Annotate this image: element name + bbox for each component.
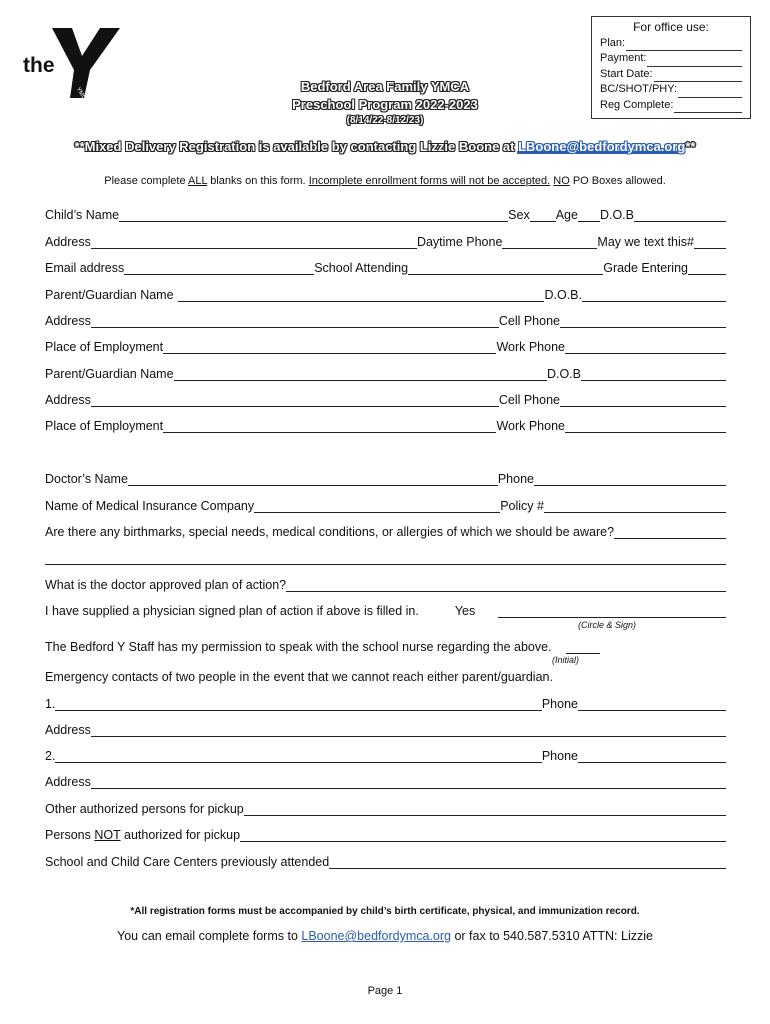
not-authorized-field[interactable] [240, 828, 726, 842]
row-plan-question: What is the doctor approved plan of action? [45, 575, 726, 592]
cell-phone-field-1[interactable] [560, 314, 726, 328]
aware-field-2[interactable] [45, 551, 726, 565]
mixed-email-link[interactable]: LBoone@bedfordymca.org [518, 139, 686, 154]
program-title: Preschool Program 2022-2023 [292, 97, 478, 112]
row-contact-1: 1. Phone [45, 694, 726, 711]
doctor-phone-field[interactable] [534, 472, 726, 486]
row-child-name: Child’s Name Sex Age D.O.B [45, 205, 726, 222]
parent-name-field-2[interactable] [174, 367, 547, 381]
program-dates: (8/14/22-8/12/23) [346, 115, 424, 126]
other-authorized-field[interactable] [244, 802, 726, 816]
office-use-box [591, 16, 751, 119]
row-parent-2: Parent/Guardian Name D.O.B [45, 364, 726, 381]
page-number: Page 1 [367, 985, 403, 997]
child-dob-field[interactable] [634, 208, 726, 222]
yes-option[interactable]: Yes [454, 604, 476, 618]
office-reg-line[interactable] [674, 101, 742, 113]
email-field[interactable] [124, 261, 314, 275]
row-email: Email address School Attending Grade Entering [45, 258, 726, 275]
contact-2-address-field[interactable] [91, 775, 726, 789]
row-parent-address-2: Address Cell Phone [45, 390, 726, 407]
employment-field-1[interactable] [163, 340, 496, 354]
doctor-name-field[interactable] [128, 472, 498, 486]
org-title: Bedford Area Family YMCA [300, 79, 470, 94]
row-supplied: I have supplied a physician signed plan of action if above is filled in. Yes [45, 601, 726, 618]
contact-1-address-field[interactable] [91, 723, 726, 737]
cell-phone-field-2[interactable] [560, 393, 726, 407]
parent-name-field-1[interactable] [178, 288, 545, 302]
school-attending-field[interactable] [408, 261, 603, 275]
row-aware-question: Are there any birthmarks, special needs, medical conditions, or allergies of which we should be aware? [45, 522, 726, 539]
row-aware-continued [45, 548, 726, 565]
row-parent-address-1: Address Cell Phone [45, 311, 726, 328]
work-phone-field-2[interactable] [565, 419, 726, 433]
row-parent-1: Parent/Guardian Name D.O.B. [45, 285, 726, 302]
contact-2-phone-field[interactable] [578, 749, 726, 763]
insurance-field[interactable] [254, 499, 500, 513]
row-nurse: The Bedford Y Staff has my permission to speak with the school nurse regarding the above. [45, 637, 726, 654]
initial-note: (Initial) [552, 655, 580, 665]
work-phone-field-1[interactable] [565, 340, 726, 354]
row-doctor: Doctor’s Name Phone [45, 469, 726, 486]
may-text-field[interactable] [694, 235, 726, 249]
row-contact-1-address: Address [45, 720, 726, 737]
office-payment-line[interactable] [647, 55, 742, 67]
row-address-1: Address Daytime Phone May we text this# [45, 232, 726, 249]
row-contact-2: 2. Phone [45, 746, 726, 763]
footer-requirements: *All registration forms must be accompanied by child’s birth certificate, physical, and immunization record. [130, 906, 640, 917]
office-bc-line[interactable] [678, 86, 742, 98]
signature-line[interactable] [498, 604, 726, 618]
parent-address-field-2[interactable] [91, 393, 499, 407]
parent-dob-field-1[interactable] [582, 288, 726, 302]
child-name-field[interactable] [119, 208, 508, 222]
sex-field[interactable] [530, 208, 556, 222]
office-use-title: For office use: [633, 20, 709, 34]
mixed-delivery-notice: **Mixed Delivery Registration is available by contacting Lizzie Boone at LBoone@bedfordymca.org** [74, 139, 696, 154]
circle-sign-note: (Circle & Sign) [578, 620, 637, 630]
aware-field[interactable] [614, 525, 726, 539]
address-field-1[interactable] [91, 235, 417, 249]
office-row-plan: Plan: [600, 36, 742, 52]
daytime-phone-field[interactable] [502, 235, 597, 249]
parent-address-field-1[interactable] [91, 314, 499, 328]
age-field[interactable] [578, 208, 600, 222]
plan-field[interactable] [286, 578, 726, 592]
grade-field[interactable] [688, 261, 726, 275]
office-start-date-line[interactable] [654, 70, 742, 82]
row-not-authorized: Persons NOT authorized for pickup [45, 825, 726, 842]
logo-text: the [23, 54, 55, 77]
row-employment-2: Place of Employment Work Phone [45, 416, 726, 433]
contact-1-name-field[interactable] [55, 697, 541, 711]
row-contact-2-address: Address [45, 772, 726, 789]
previous-centers-field[interactable] [329, 855, 726, 869]
parent-dob-field-2[interactable] [581, 367, 726, 381]
row-insurance: Name of Medical Insurance Company Policy # [45, 496, 726, 513]
row-other-authorized: Other authorized persons for pickup [45, 799, 726, 816]
footer-email-link[interactable]: LBoone@bedfordymca.org [301, 929, 451, 943]
instructions: Please complete ALL blanks on this form. Incomplete enrollment forms will not be accepted. NO PO Boxes allowed. [104, 175, 666, 187]
office-row-payment: Payment: [600, 51, 742, 67]
initial-field[interactable] [566, 640, 600, 654]
office-row-bc-shot-phy: BC/SHOT/PHY: [600, 82, 742, 98]
policy-field[interactable] [544, 499, 726, 513]
office-row-reg-complete: Reg Complete: [600, 98, 742, 114]
logo-y-shape [52, 28, 120, 98]
office-plan-line[interactable] [626, 39, 742, 51]
contact-1-phone-field[interactable] [578, 697, 726, 711]
contact-2-name-field[interactable] [55, 749, 541, 763]
footer-contact: You can email complete forms to LBoone@bedfordymca.org or fax to 540.587.5310 ATTN: Lizzie [117, 929, 653, 943]
row-employment-1: Place of Employment Work Phone [45, 337, 726, 354]
row-emergency: Emergency contacts of two people in the event that we cannot reach either parent/guardian. [45, 670, 553, 684]
office-row-start-date: Start Date: [600, 67, 742, 83]
ymca-logo [20, 18, 130, 108]
employment-field-2[interactable] [163, 419, 496, 433]
logo-small-text: YMCA [74, 86, 89, 105]
row-previous-centers: School and Child Care Centers previously attended [45, 852, 726, 869]
